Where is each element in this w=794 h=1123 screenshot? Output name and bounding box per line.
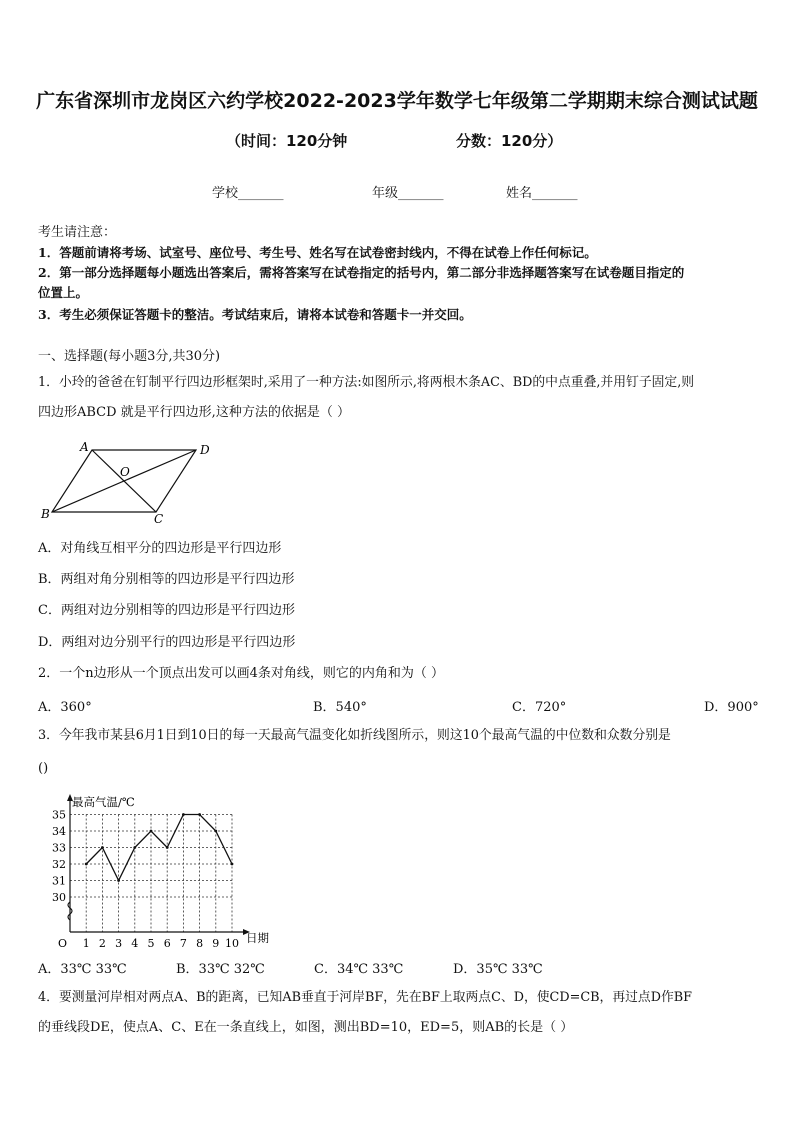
q2-option-d: D．900° — [704, 700, 759, 715]
name-field: 姓名_______ — [506, 186, 578, 201]
temperature-point — [198, 813, 201, 816]
y-tick-label: 32 — [52, 858, 66, 871]
x-tick-label: 10 — [225, 937, 239, 950]
temperature-point — [182, 813, 185, 816]
q2-option-c: C．720° — [512, 700, 567, 715]
diagonal-bd — [52, 450, 196, 512]
temperature-point — [231, 863, 234, 866]
temperature-point — [101, 846, 104, 849]
q1-option-a: A．对角线互相平分的四边形是平行四边形 — [38, 541, 282, 556]
q2-option-a: A．360° — [38, 700, 92, 715]
temperature-point — [150, 830, 153, 833]
grade-field: 年级_______ — [372, 186, 444, 201]
q1-option-c: C．两组对边分别相等的四边形是平行四边形 — [38, 603, 295, 618]
section-heading: 一、选择题(每小题3分,共30分) — [38, 349, 221, 364]
x-tick-label: 8 — [196, 937, 204, 950]
x-tick-label: 3 — [115, 937, 123, 950]
q3-temperature-chart — [44, 790, 294, 950]
exam-time: （时间：120分钟 — [226, 132, 348, 150]
vertex-label-d: D — [200, 443, 210, 457]
x-tick-label: 2 — [98, 937, 106, 950]
x-tick-label: 1 — [82, 937, 90, 950]
x-tick-label: 4 — [131, 937, 139, 950]
y-tick-label: 30 — [52, 891, 66, 904]
x-tick-label: 7 — [179, 937, 187, 950]
y-tick-label: 34 — [52, 825, 66, 838]
q4-stem-line2: 的垂线段DE，使点A、C、E在一条直线上，如图，测出BD=10，ED=5，则AB的长是（ ） — [38, 1020, 574, 1035]
temperature-point — [166, 846, 169, 849]
q2-option-b: B．540° — [313, 700, 367, 715]
y-tick-label: 31 — [52, 874, 66, 888]
q2-stem: 2．一个n边形从一个顶点出发可以画4条对角线，则它的内角和为（ ） — [38, 666, 445, 681]
x-tick-label: 9 — [212, 937, 220, 950]
temperature-point — [85, 863, 88, 866]
notice-item-2-cont: 位置上。 — [38, 285, 89, 300]
center-label-o: O — [120, 465, 130, 479]
notice-item-1: 1．答题前请将考场、试室号、座位号、考生号、姓名写在试卷密封线内，不得在试卷上作任何标记。 — [38, 245, 597, 260]
q1-option-d: D．两组对边分别平行的四边形是平行四边形 — [38, 635, 296, 650]
vertex-label-c: C — [154, 512, 164, 526]
q1-stem-line2: 四边形ABCD 就是平行四边形,这种方法的依据是（ ） — [38, 405, 350, 420]
q3-stem-line1: 3．今年我市某县6月1日到10日的每一天最高气温变化如折线图所示，则这10个最高气温的中位数和众数分别是 — [38, 728, 671, 743]
y-tick-label: 33 — [52, 841, 66, 855]
x-axis-label: 日期 — [246, 931, 269, 945]
temperature-point — [117, 879, 120, 882]
x-tick-label: 5 — [147, 937, 155, 950]
q1-option-b: B．两组对角分别相等的四边形是平行四边形 — [38, 572, 295, 587]
q1-parallelogram-figure — [38, 436, 218, 526]
notice-item-2: 2．第一部分选择题每小题选出答案后，需将答案写在试卷指定的括号内，第二部分非选择题答案写在试卷题目指定的 — [38, 265, 685, 280]
school-field: 学校_______ — [212, 186, 284, 201]
notice-item-3: 3．考生必须保证答题卡的整洁。考试结束后，请将本试卷和答题卡一并交回。 — [38, 307, 472, 322]
chart-title: 最高气温/℃ — [72, 795, 135, 809]
origin-label: O — [58, 937, 68, 950]
x-tick-label: 6 — [163, 937, 171, 950]
vertex-label-a: A — [80, 440, 89, 454]
y-tick-label: 35 — [52, 808, 66, 822]
q3-option-d: D．35℃ 33℃ — [453, 962, 543, 977]
temperature-point — [214, 830, 217, 833]
q3-stem-line2: () — [38, 761, 49, 776]
vertex-label-b: B — [41, 507, 50, 521]
q3-option-a: A．33℃ 33℃ — [38, 962, 127, 977]
q3-option-c: C．34℃ 33℃ — [314, 962, 404, 977]
q1-stem-line1: 1．小玲的爸爸在钉制平行四边形框架时,采用了一种方法:如图所示,将两根木条AC、BD的中点重叠,并用钉子固定,则 — [38, 375, 695, 390]
exam-score: 分数：120分） — [456, 132, 563, 150]
exam-title: 广东省深圳市龙岗区六约学校2022-2023学年数学七年级第二学期期末综合测试试题 — [36, 90, 758, 112]
q4-stem-line1: 4．要测量河岸相对两点A、B的距离，已知AB垂直于河岸BF，先在BF上取两点C、D，使CD=CB，再过点D作BF — [38, 990, 693, 1005]
q3-option-b: B．33℃ 32℃ — [176, 962, 265, 977]
temperature-point — [133, 846, 136, 849]
notice-heading: 考生请注意： — [38, 225, 117, 240]
